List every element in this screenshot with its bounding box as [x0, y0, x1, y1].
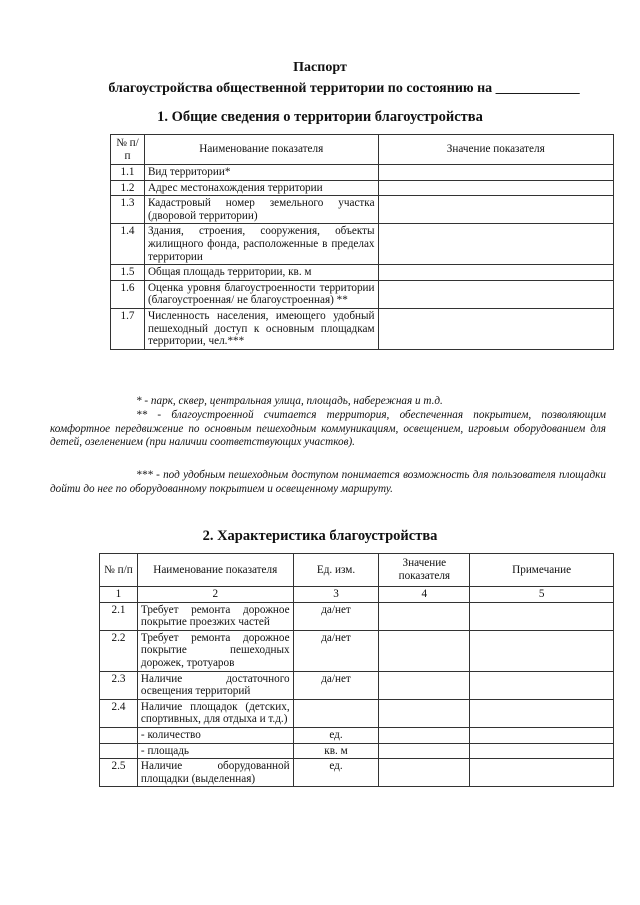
row-number: 1.2	[111, 180, 145, 196]
row-unit: да/нет	[293, 602, 379, 630]
row-name: Наличие площадок (детских, спортивных, для отдыха и т.д.)	[137, 699, 293, 727]
row-note-cell[interactable]	[470, 743, 614, 759]
column-number: 4	[379, 587, 470, 603]
column-header-value: Значение показателя	[378, 135, 613, 165]
column-number: 1	[100, 587, 138, 603]
section-1-heading: 1. Общие сведения о территории благоустройства	[157, 109, 483, 125]
footnote-3: *** - под удобным пешеходным доступом понимается возможность для пользователя площадки дойти до нее по оборудованному покрытием и освещенному маршруту.	[50, 469, 606, 495]
row-name: Здания, строения, сооружения, объекты жилищного фонда, расположенные в пределах территории	[144, 224, 378, 265]
row-value-cell[interactable]	[379, 727, 470, 743]
table-row	[111, 196, 614, 224]
column-header-value: Значение показателя	[379, 554, 470, 587]
row-note-cell[interactable]	[470, 602, 614, 630]
row-number: 2.5	[100, 759, 138, 787]
row-number: 1.6	[111, 280, 145, 308]
table-header-row	[111, 135, 614, 165]
table-row	[100, 759, 614, 787]
document-title: Паспорт	[293, 60, 347, 75]
row-note-cell[interactable]	[470, 699, 614, 727]
row-number: 2.2	[100, 630, 138, 671]
row-name: - площадь	[137, 743, 293, 759]
row-number: 1.1	[111, 165, 145, 181]
row-note-cell[interactable]	[470, 630, 614, 671]
row-number: 1.3	[111, 196, 145, 224]
row-name: Адрес местонахождения территории	[144, 180, 378, 196]
row-value-cell[interactable]	[378, 224, 613, 265]
row-name: Вид территории*	[144, 165, 378, 181]
row-number: 2.1	[100, 602, 138, 630]
row-note-cell[interactable]	[470, 759, 614, 787]
row-name: Наличие оборудованной площадки (выделенная)	[137, 759, 293, 787]
row-value-cell[interactable]	[378, 180, 613, 196]
table-row	[100, 602, 614, 630]
row-number: 2.4	[100, 699, 138, 727]
row-number: 1.4	[111, 224, 145, 265]
row-unit: ед.	[293, 759, 379, 787]
row-note-cell[interactable]	[470, 671, 614, 699]
row-unit: да/нет	[293, 630, 379, 671]
row-name: - количество	[137, 727, 293, 743]
section-2-heading: 2. Характеристика благоустройства	[202, 528, 438, 544]
column-header-number: № п/п	[111, 135, 145, 165]
row-value-cell[interactable]	[378, 280, 613, 308]
general-info-table	[110, 134, 614, 350]
document-subtitle: благоустройства общественной территории по состоянию на ____________	[108, 81, 580, 96]
column-number: 3	[293, 587, 379, 603]
row-value-cell[interactable]	[379, 759, 470, 787]
row-unit: да/нет	[293, 671, 379, 699]
row-name: Требует ремонта дорожное покрытие проезжих частей	[137, 602, 293, 630]
table-row	[100, 671, 614, 699]
column-header-number: № п/п	[100, 554, 138, 587]
column-number: 5	[470, 587, 614, 603]
table-row	[111, 224, 614, 265]
column-header-name: Наименование показателя	[137, 554, 293, 587]
row-name: Оценка уровня благоустроенности территории (благоустроенная/ не благоустроенная) **	[144, 280, 378, 308]
row-name: Численность населения, имеющего удобный пешеходный доступ к основным площадкам территории, чел.***	[144, 308, 378, 349]
row-unit: ед.	[293, 727, 379, 743]
row-name: Наличие достаточного освещения территорий	[137, 671, 293, 699]
row-name: Кадастровый номер земельного участка (дворовой территории)	[144, 196, 378, 224]
row-unit: кв. м	[293, 743, 379, 759]
table-row	[100, 727, 614, 743]
row-number: 1.5	[111, 265, 145, 281]
column-number-row	[100, 587, 614, 603]
row-value-cell[interactable]	[378, 265, 613, 281]
table-row	[100, 699, 614, 727]
row-name: Общая площадь территории, кв. м	[144, 265, 378, 281]
row-unit	[293, 699, 379, 727]
row-value-cell[interactable]	[378, 308, 613, 349]
table-row	[111, 265, 614, 281]
row-value-cell[interactable]	[378, 196, 613, 224]
table-row	[100, 743, 614, 759]
table-row	[111, 180, 614, 196]
column-header-note: Примечание	[470, 554, 614, 587]
row-value-cell[interactable]	[379, 630, 470, 671]
column-header-unit: Ед. изм.	[293, 554, 379, 587]
row-value-cell[interactable]	[378, 165, 613, 181]
footnote-1: * - парк, сквер, центральная улица, площадь, набережная и т.д.	[136, 395, 443, 407]
row-name: Требует ремонта дорожное покрытие пешеходных дорожек, тротуаров	[137, 630, 293, 671]
row-number	[100, 743, 138, 759]
footnote-2: ** - благоустроенной считается территория, обеспеченная покрытием, позволяющим комфортное передвижение по основным пешеходным коммуникациям, освещением, игровым оборудованием для детей, озеленением (при наличии соответствующих участков).	[50, 409, 606, 448]
table-header-row	[100, 554, 614, 587]
row-number: 2.3	[100, 671, 138, 699]
row-number	[100, 727, 138, 743]
table-row	[111, 165, 614, 181]
row-note-cell[interactable]	[470, 727, 614, 743]
row-number: 1.7	[111, 308, 145, 349]
table-row	[111, 280, 614, 308]
table-row	[111, 308, 614, 349]
row-value-cell[interactable]	[379, 699, 470, 727]
row-value-cell[interactable]	[379, 743, 470, 759]
row-value-cell[interactable]	[379, 671, 470, 699]
row-value-cell[interactable]	[379, 602, 470, 630]
column-number: 2	[137, 587, 293, 603]
characteristics-table	[99, 553, 614, 787]
column-header-name: Наименование показателя	[144, 135, 378, 165]
table-row	[100, 630, 614, 671]
